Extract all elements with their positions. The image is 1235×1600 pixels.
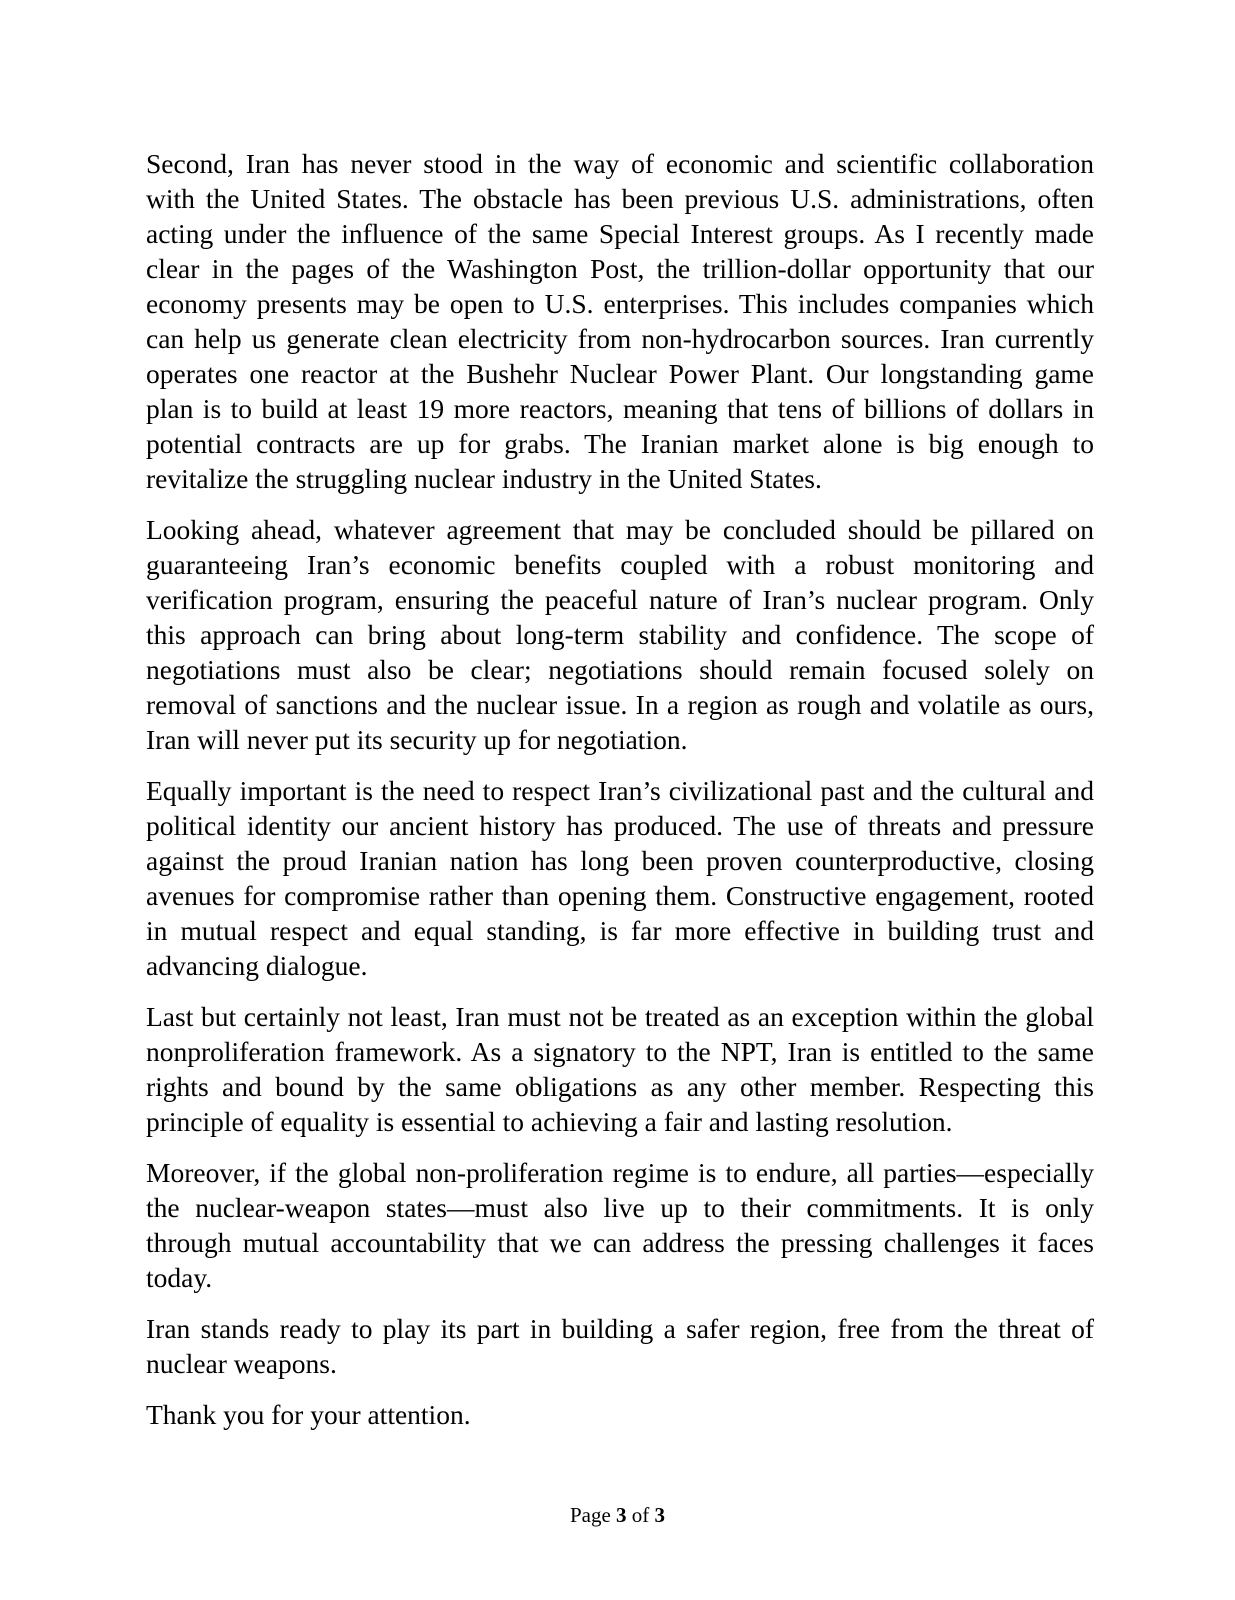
text-line: clear in the pages of the Washington Post, the trillion-dollar opportunity that our xyxy=(146,253,1094,284)
text-line: political identity our ancient history has produced. The use of threats and pressure xyxy=(146,810,1094,841)
text-line: operates one reactor at the Bushehr Nuclear Power Plant. Our longstanding game xyxy=(146,358,1094,389)
paragraph xyxy=(146,1397,1094,1432)
text-line: can help us generate clean electricity from non-hydrocarbon sources. Iran currently xyxy=(146,323,1094,354)
paragraph xyxy=(146,999,1094,1139)
text-line: plan is to build at least 19 more reactors, meaning that tens of billions of dollars in xyxy=(146,393,1094,424)
text-line: guaranteeing Iran’s economic benefits coupled with a robust monitoring and xyxy=(146,549,1094,580)
text-line: removal of sanctions and the nuclear issue. In a region as rough and volatile as ours, xyxy=(146,689,1094,720)
text-line: Second, Iran has never stood in the way of economic and scientific collaboration xyxy=(146,148,1094,179)
text-line: nonproliferation framework. As a signatory to the NPT, Iran is entitled to the same xyxy=(146,1036,1094,1067)
footer-page-label: Page xyxy=(569,1503,611,1527)
paragraph xyxy=(146,512,1094,757)
text-line: Iran will never put its security up for negotiation. xyxy=(146,724,688,755)
text-line: principle of equality is essential to achieving a fair and lasting resolution. xyxy=(146,1106,953,1137)
text-line: advancing dialogue. xyxy=(146,950,368,981)
text-line: Iran stands ready to play its part in building a safer region, free from the threat of xyxy=(146,1313,1094,1344)
paragraph xyxy=(146,146,1094,496)
text-line: through mutual accountability that we can address the pressing challenges it faces xyxy=(146,1227,1094,1258)
text-line: potential contracts are up for grabs. The Iranian market alone is big enough to xyxy=(146,428,1094,459)
text-line: against the proud Iranian nation has long been proven counterproductive, closing xyxy=(146,845,1094,876)
paragraph xyxy=(146,1311,1094,1381)
text-line: verification program, ensuring the peaceful nature of Iran’s nuclear program. Only xyxy=(146,584,1094,615)
text-line: Thank you for your attention. xyxy=(146,1399,471,1430)
text-line: rights and bound by the same obligations as any other member. Respecting this xyxy=(146,1071,1094,1102)
text-line: nuclear weapons. xyxy=(146,1348,337,1379)
text-line: revitalize the struggling nuclear industry in the United States. xyxy=(146,463,822,494)
text-line: the nuclear-weapon states—must also live up to their commitments. It is only xyxy=(146,1192,1094,1223)
page-footer xyxy=(0,1502,1235,1528)
footer-total-pages: 3 xyxy=(654,1503,666,1527)
text-line: Looking ahead, whatever agreement that may be concluded should be pillared on xyxy=(146,514,1094,545)
text-line: economy presents may be open to U.S. enterprises. This includes companies which xyxy=(146,288,1094,319)
text-line: avenues for compromise rather than opening them. Constructive engagement, rooted xyxy=(146,880,1094,911)
text-line: Equally important is the need to respect Iran’s civilizational past and the cultural and xyxy=(146,775,1094,806)
text-line: negotiations must also be clear; negotiations should remain focused solely on xyxy=(146,654,1094,685)
text-line: this approach can bring about long-term stability and confidence. The scope of xyxy=(146,619,1094,650)
text-line: today. xyxy=(146,1262,213,1293)
text-line: Last but certainly not least, Iran must not be treated as an exception within the global xyxy=(146,1001,1094,1032)
document-body xyxy=(146,146,1094,1448)
text-line: acting under the influence of the same Special Interest groups. As I recently made xyxy=(146,218,1094,249)
paragraph xyxy=(146,1155,1094,1295)
text-line: Moreover, if the global non-proliferation regime is to endure, all parties—especially xyxy=(146,1157,1094,1188)
footer-of-label: of xyxy=(631,1503,650,1527)
paragraph xyxy=(146,773,1094,983)
footer-current-page: 3 xyxy=(616,1503,627,1527)
text-line: with the United States. The obstacle has been previous U.S. administrations, often xyxy=(146,183,1094,214)
text-line: in mutual respect and equal standing, is far more effective in building trust and xyxy=(146,915,1094,946)
